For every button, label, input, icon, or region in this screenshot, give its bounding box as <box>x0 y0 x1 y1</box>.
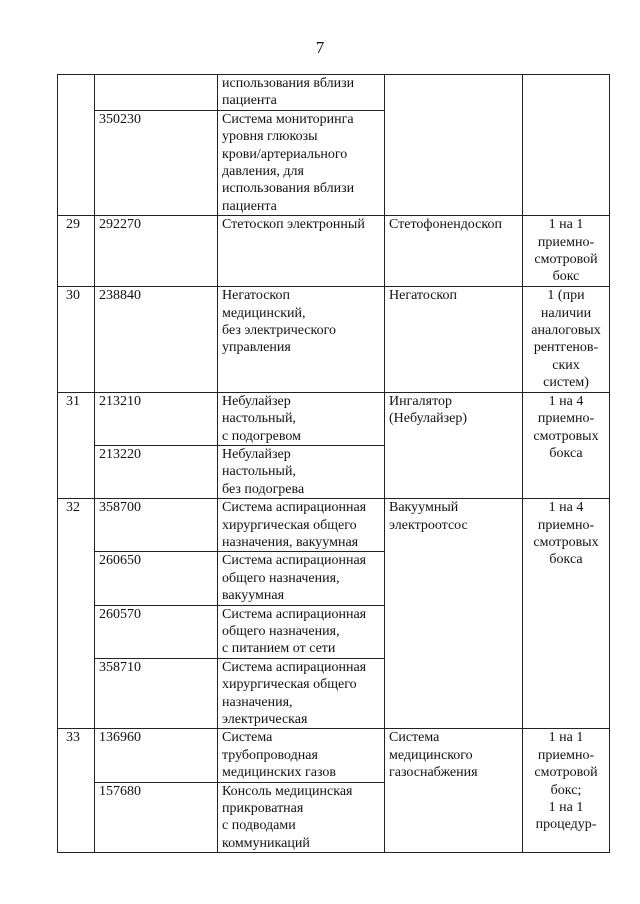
code-cell <box>95 75 218 111</box>
table-row <box>58 216 610 287</box>
equipment-type-cell: Стетофонендоскоп <box>385 216 523 287</box>
code-cell: 213220 <box>95 445 218 498</box>
device-name-cell: Система аспирационная общего назначения, вакуумная <box>218 552 385 605</box>
code-cell: 238840 <box>95 287 218 392</box>
device-name-cell: Система мониторинга уровня глюкозы крови/артериального давления, для использования вблизи пациента <box>218 110 385 215</box>
quantity-cell <box>523 75 610 216</box>
table-row <box>58 75 610 111</box>
device-name-cell: использования вблизи пациента <box>218 75 385 111</box>
device-name-cell: Небулайзер настольный, с подогревом <box>218 392 385 445</box>
code-cell: 213210 <box>95 392 218 445</box>
table-row <box>58 499 610 552</box>
table-row <box>58 287 610 392</box>
equipment-type-cell: Вакуумный электроотсос <box>385 499 523 729</box>
quantity-cell: 1 на 4 приемно- смотровых бокса <box>523 392 610 498</box>
device-name-cell: Система аспирационная хирургическая общего назначения, электрическая <box>218 658 385 729</box>
device-name-cell: Консоль медицинская прикроватная с подводами коммуникаций <box>218 782 385 853</box>
row-number-cell: 33 <box>58 729 95 853</box>
quantity-cell: 1 на 1 приемно- смотровой бокс <box>523 216 610 287</box>
quantity-cell: 1 на 1 приемно- смотровой бокс; 1 на 1 процедур- <box>523 729 610 853</box>
code-cell: 157680 <box>95 782 218 853</box>
row-number-cell <box>58 75 95 216</box>
device-name-cell: Система аспирационная хирургическая общего назначения, вакуумная <box>218 499 385 552</box>
row-number-cell: 32 <box>58 499 95 729</box>
device-name-cell: Негатоскоп медицинский, без электрического управления <box>218 287 385 392</box>
equipment-type-cell: Негатоскоп <box>385 287 523 392</box>
table-row <box>58 392 610 445</box>
device-name-cell: Стетоскоп электронный <box>218 216 385 287</box>
row-number-cell: 29 <box>58 216 95 287</box>
code-cell: 260650 <box>95 552 218 605</box>
quantity-cell: 1 на 4 приемно- смотровых бокса <box>523 499 610 729</box>
device-name-cell: Система аспирационная общего назначения, с питанием от сети <box>218 605 385 658</box>
device-name-cell: Система трубопроводная медицинских газов <box>218 729 385 782</box>
device-name-cell: Небулайзер настольный, без подогрева <box>218 445 385 498</box>
quantity-cell: 1 (при наличии аналоговых рентгенов- ских систем) <box>523 287 610 392</box>
equipment-type-cell: Ингалятор (Небулайзер) <box>385 392 523 498</box>
code-cell: 292270 <box>95 216 218 287</box>
code-cell: 260570 <box>95 605 218 658</box>
equipment-table <box>57 74 610 853</box>
code-cell: 358710 <box>95 658 218 729</box>
row-number-cell: 30 <box>58 287 95 392</box>
table-row <box>58 729 610 782</box>
code-cell: 350230 <box>95 110 218 215</box>
equipment-type-cell <box>385 75 523 216</box>
page-number: 7 <box>315 38 325 57</box>
equipment-type-cell: Система медицинского газоснабжения <box>385 729 523 853</box>
code-cell: 358700 <box>95 499 218 552</box>
row-number-cell: 31 <box>58 392 95 498</box>
code-cell: 136960 <box>95 729 218 782</box>
